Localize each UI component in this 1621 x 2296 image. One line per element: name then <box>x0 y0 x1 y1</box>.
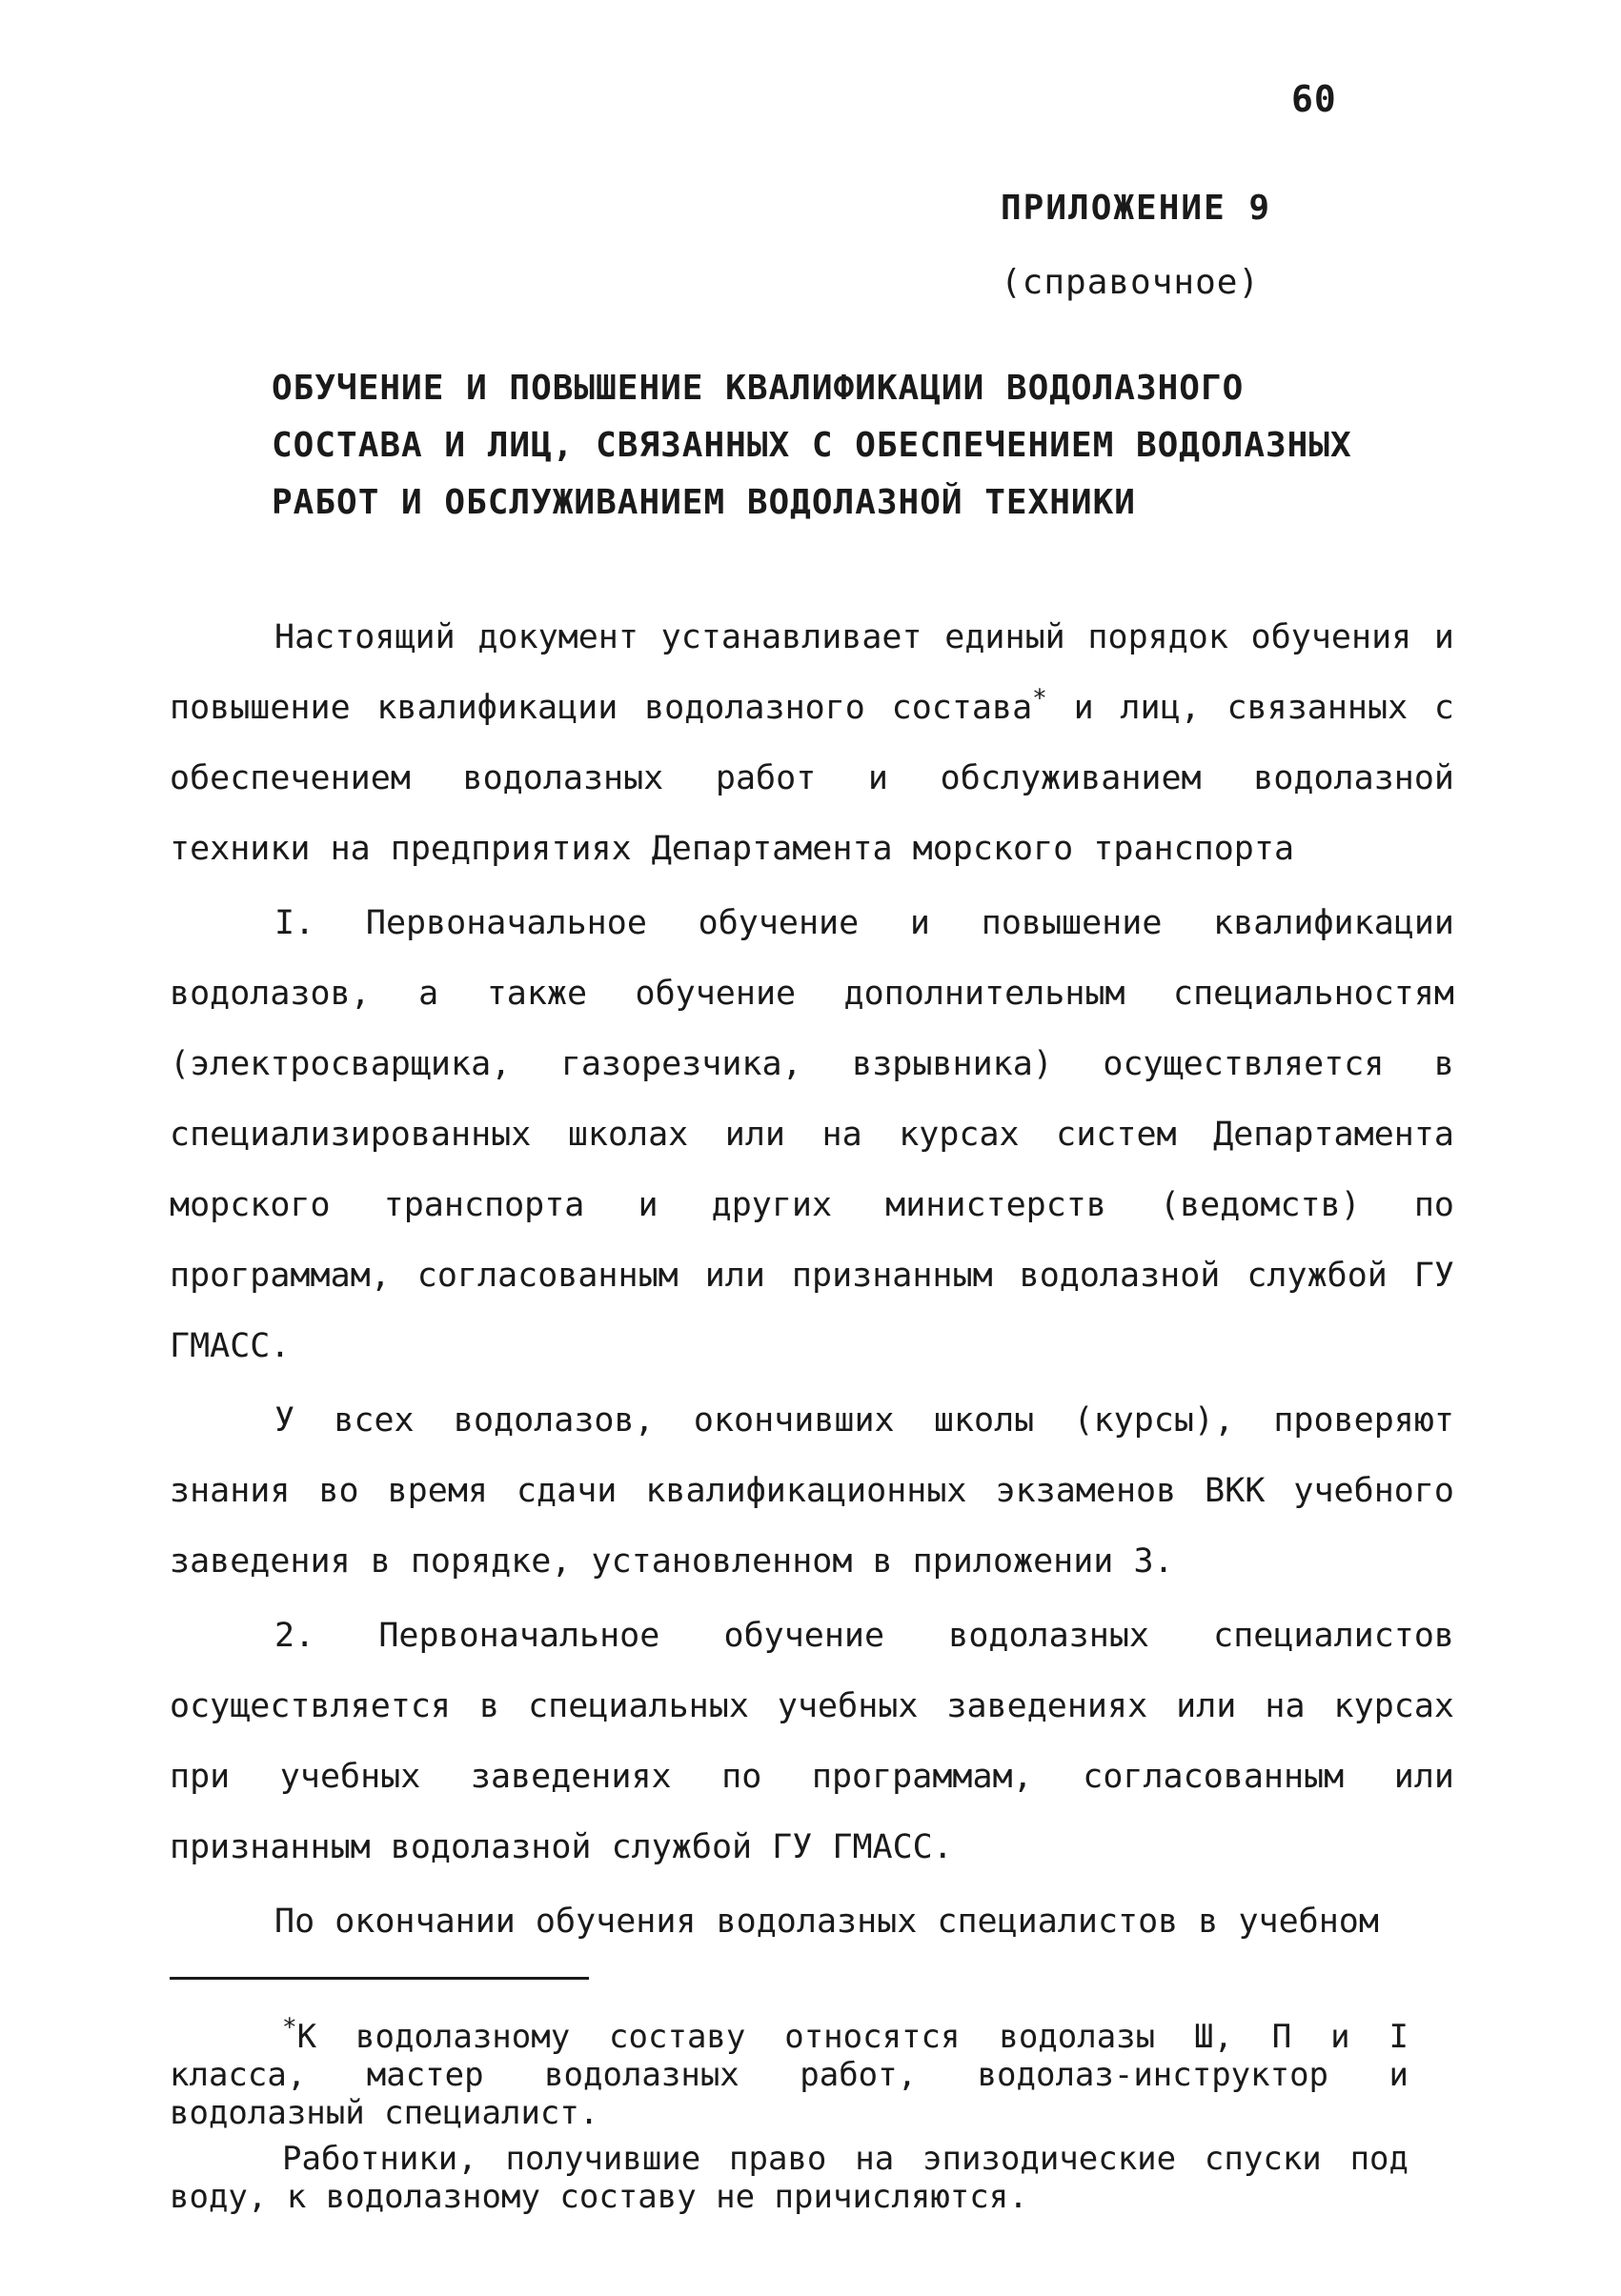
footnote-mark: * <box>282 2013 297 2043</box>
appendix-label: ПРИЛОЖЕНИЕ 9 <box>1001 189 1272 228</box>
intro-paragraph <box>170 602 1454 884</box>
paragraph-1: I. Первоначальное обучение и повышение квалификации водолазов, а также обучение дополнительным специальностям (электросварщика, газорезчика, взрывника) осуществляется в специализированных школах или на курсах систем Департамента морского транспорта и других министерств (ведомств) по программам, согласованным или признанным водолазной службой ГУ ГМАСС. <box>170 904 1454 1365</box>
page-number: 60 <box>1291 78 1337 120</box>
intro-text-a: Настоящий документ устанавливает единый порядок обучения и повышение квалификации водолазного состава <box>170 618 1454 727</box>
footnote-reference-mark: * <box>1032 684 1047 714</box>
title-line: РАБОТ И ОБСЛУЖИВАНИЕМ ВОДОЛАЗНОЙ ТЕХНИКИ <box>272 483 1136 522</box>
paragraph-1-continued: У всех водолазов, окончивших школы (курсы), проверяют знания во время сдачи квалификационных экзаменов ВКК учебного заведения в порядке, установленном в приложении 3. <box>170 1401 1454 1581</box>
paragraph-2-continued: По окончании обучения водолазных специалистов в учебном <box>274 1903 1379 1941</box>
title-line: СОСТАВА И ЛИЦ, СВЯЗАННЫХ С ОБЕСПЕЧЕНИЕМ ВОДОЛАЗНЫХ <box>272 426 1352 465</box>
appendix-subtitle: (справочное) <box>1001 263 1261 302</box>
footnote-1-text: К водолазному составу относятся водолазы Ш, П и I класса, мастер водолазных работ, водолаз-инструктор и водолазный специалист. <box>170 2018 1408 2132</box>
paragraph-2: 2. Первоначальное обучение водолазных специалистов осуществляется в специальных учебных заведениях или на курсах при учебных заведениях по программам, согласованным или признанным водолазной службой ГУ ГМАСС. <box>170 1617 1454 1866</box>
footnote-1 <box>170 2013 1408 2132</box>
intro-text-b: и лиц, связанных с обеспечением водолазных работ и обслуживанием водолазной техники на предприятиях Департамента морского транспорта <box>170 689 1454 868</box>
footnotes <box>170 2013 1408 2216</box>
footnote-divider <box>170 1977 589 1980</box>
document-title <box>272 360 1396 532</box>
footnote-2: Работники, получившие право на эпизодические спуски под воду, к водолазному составу не причисляются. <box>170 2140 1408 2216</box>
document-body <box>170 602 1454 1957</box>
title-line: ОБУЧЕНИЕ И ПОВЫШЕНИЕ КВАЛИФИКАЦИИ ВОДОЛАЗНОГО <box>272 369 1245 408</box>
